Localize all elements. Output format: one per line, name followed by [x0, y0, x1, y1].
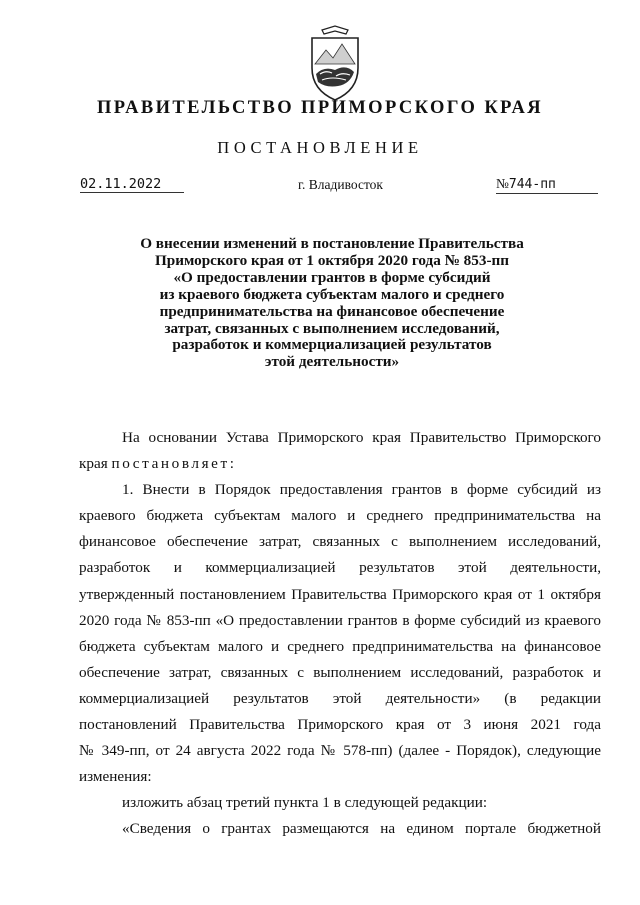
resolves-word: постановляет: — [111, 455, 237, 473]
body-line: постановлений Правительства Приморского края от 3 июня 2021 года — [79, 716, 601, 734]
number-prefix: № — [496, 176, 509, 191]
body-line: 1. Внести в Порядок предоставления грантов в форме субсидий из — [122, 481, 601, 499]
body-text: края — [79, 455, 112, 473]
body-line: утвержденный постановлением Правительства Приморского края от 1 октября — [79, 585, 601, 603]
body-line: № 349-пп, от 24 августа 2022 года № 578-пп) (далее - Порядок), следующие — [79, 742, 601, 760]
title-line: разработок и коммерциализацией результатов — [172, 336, 492, 354]
body-line — [79, 451, 601, 477]
title-line: этой деятельности» — [264, 353, 400, 371]
document-city: г. Владивосток — [298, 177, 383, 192]
title-line: О внесении изменений в постановление Правительства — [140, 235, 524, 252]
document-title — [100, 236, 564, 371]
body-line: финансовое обеспечение затрат, связанных с выполнением исследований, — [79, 533, 601, 551]
body-line: краевого бюджета субъектам малого и среднего предпринимательства на — [79, 507, 601, 525]
title-line: Приморского края от 1 октября 2020 года № 853-пп — [154, 251, 510, 269]
body-line: обеспечение затрат, связанных с выполнением исследований, разработок и — [79, 663, 601, 681]
body-line: изложить абзац третий пункта 1 в следующей редакции: — [122, 794, 488, 812]
document-type: ПОСТАНОВЛЕНИЕ — [217, 138, 423, 157]
title-line: затрат, связанных с выполнением исследований, — [164, 319, 500, 337]
body-line: 2020 года № 853-пп «О предоставлении грантов в форме субсидий из краевого — [79, 611, 601, 629]
body-line: бюджета субъектам малого и среднего предпринимательства на финансовое — [79, 637, 601, 655]
organization-name: ПРАВИТЕЛЬСТВО ПРИМОРСКОГО КРАЯ — [96, 98, 543, 118]
body-line: «Сведения о грантах размещаются на едином портале бюджетной — [122, 820, 601, 838]
body-line: коммерциализацией результатов этой деятельности» (в редакции — [79, 689, 601, 707]
title-line: предпринимательства на финансовое обеспечение — [159, 302, 505, 320]
title-line: из краевого бюджета субъектам малого и среднего — [159, 285, 505, 303]
primorsky-coat-of-arms-icon — [302, 24, 368, 102]
body-line: На основании Устава Приморского края Правительство Приморского — [122, 429, 601, 446]
document-body — [79, 425, 601, 843]
body-line: разработок и коммерциализацией результатов этой деятельности, — [79, 559, 601, 577]
document-number-field — [496, 176, 598, 194]
document-date: 02.11.2022 — [80, 176, 184, 193]
document-number: 744-пп — [508, 177, 556, 192]
title-line: «О предоставлении грантов в форме субсидий — [173, 268, 491, 286]
body-line: изменения: — [79, 768, 152, 786]
